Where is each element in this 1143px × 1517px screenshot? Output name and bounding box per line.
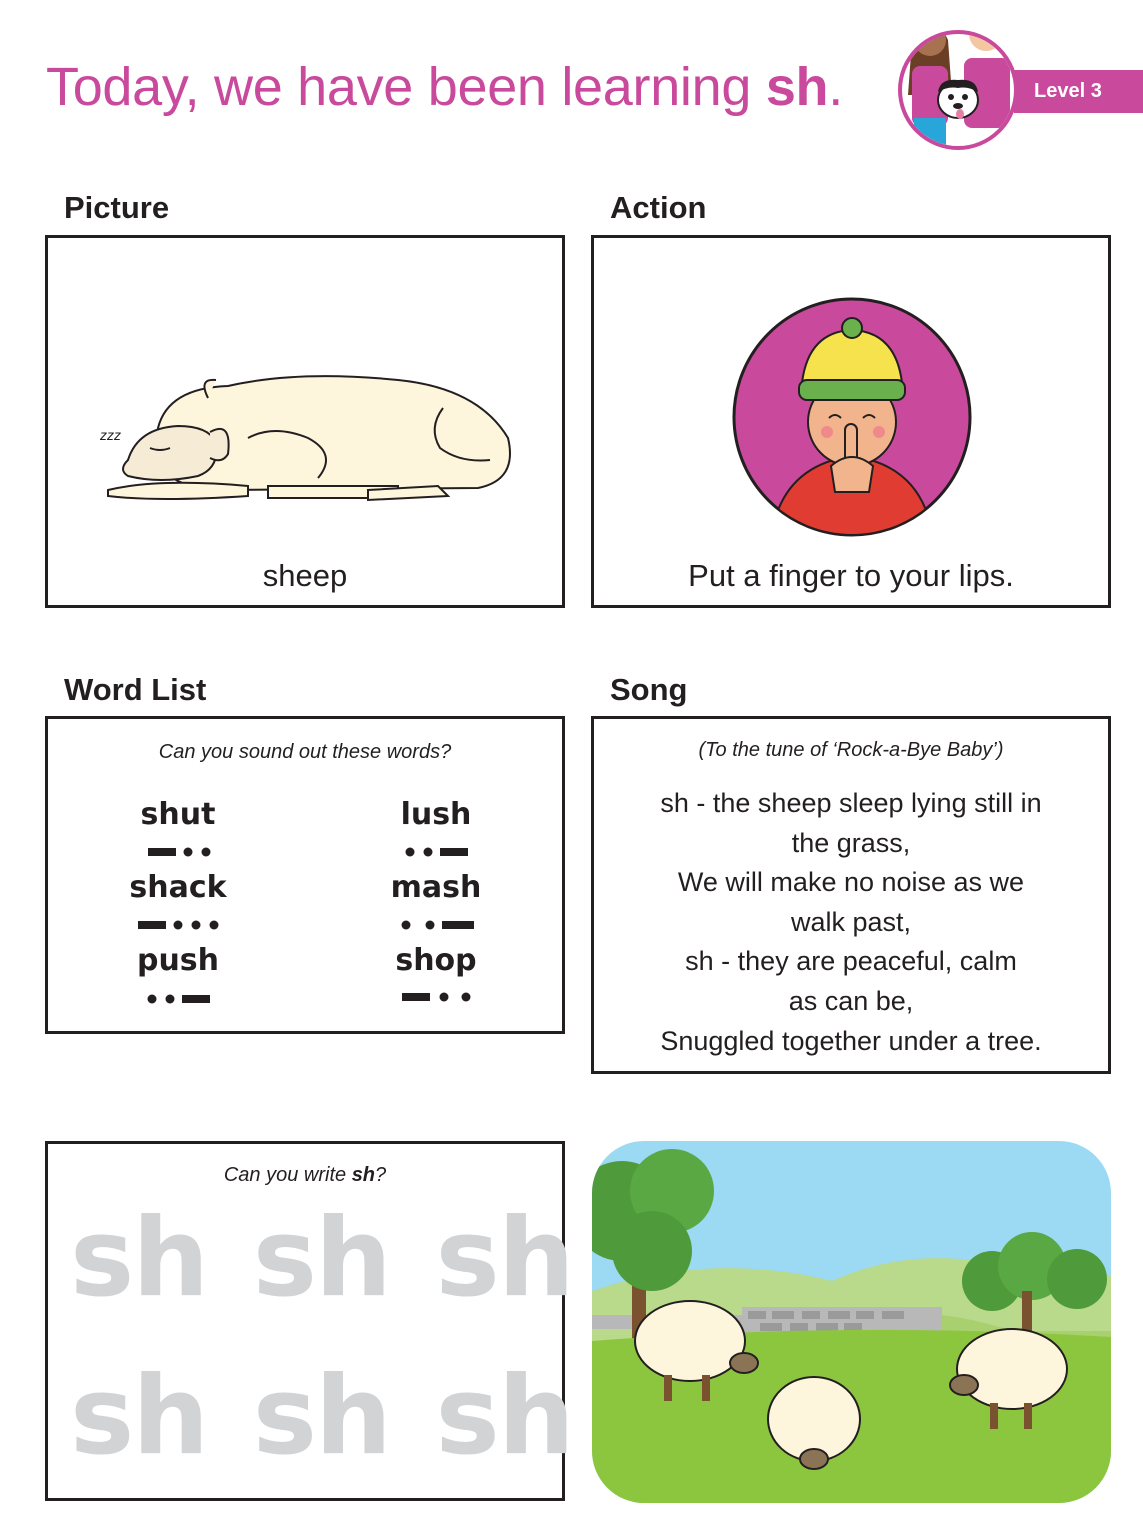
picture-heading: Picture [64,190,170,225]
word-list-box [45,716,565,1034]
writing-prompt-prefix: Can you write [223,1164,352,1186]
song-box [591,716,1111,1074]
level-badge: Level 3 [1014,70,1143,113]
sound-code-lush [356,845,516,859]
title-suffix: . [828,57,843,117]
word-mash: mash [390,870,482,905]
word-push: push [136,943,220,978]
sheep-field-scene-icon [592,1141,1111,1503]
title-sound: sh [765,57,829,117]
action-heading: Action [610,190,707,225]
word-shop: shop [395,943,477,978]
writing-prompt-suffix: ? [375,1164,387,1186]
word-shut: shut [140,797,216,832]
sound-code-push [98,992,258,1006]
picture-box [45,235,565,608]
action-box [591,235,1111,608]
sound-code-shop [356,990,516,1004]
word-list-heading: Word List [64,672,207,707]
song-lyrics [594,784,1108,1061]
writing-prompt-sound: sh [351,1164,376,1186]
sound-code-shack [98,918,258,932]
song-tune-note: (To the tune of ‘Rock-a-Bye Baby’) [698,739,1004,761]
zzz-label: zzz [100,427,121,443]
song-line: Snuggled together under a tree. [660,1025,1042,1056]
sound-code-shut [98,845,258,859]
song-line: sh - they are peaceful, calm [685,946,1017,977]
trace-row-2: sh sh sh [70,1354,573,1479]
song-line: as can be, [788,985,914,1016]
song-line: walk past, [790,906,912,937]
action-caption: Put a finger to your lips. [688,558,1014,593]
word-list-prompt: Can you sound out these words? [158,741,452,763]
sound-code-mash [356,918,516,932]
song-line: sh - the sheep sleep lying still in [660,788,1042,818]
writing-prompt [48,1164,562,1187]
song-line: the grass, [791,827,911,858]
characters-logo-icon [898,0,1023,152]
song-heading: Song [610,672,688,707]
page-title [46,56,843,118]
word-shack: shack [129,870,227,905]
trace-row-1: sh sh sh [70,1196,573,1321]
word-lush: lush [400,797,472,832]
sleeping-sheep-icon [98,368,518,508]
finger-to-lips-icon [731,296,973,538]
song-line: We will make no noise as we [677,867,1025,898]
title-prefix: Today, we have been learning [46,57,766,117]
picture-caption: sheep [262,558,348,593]
